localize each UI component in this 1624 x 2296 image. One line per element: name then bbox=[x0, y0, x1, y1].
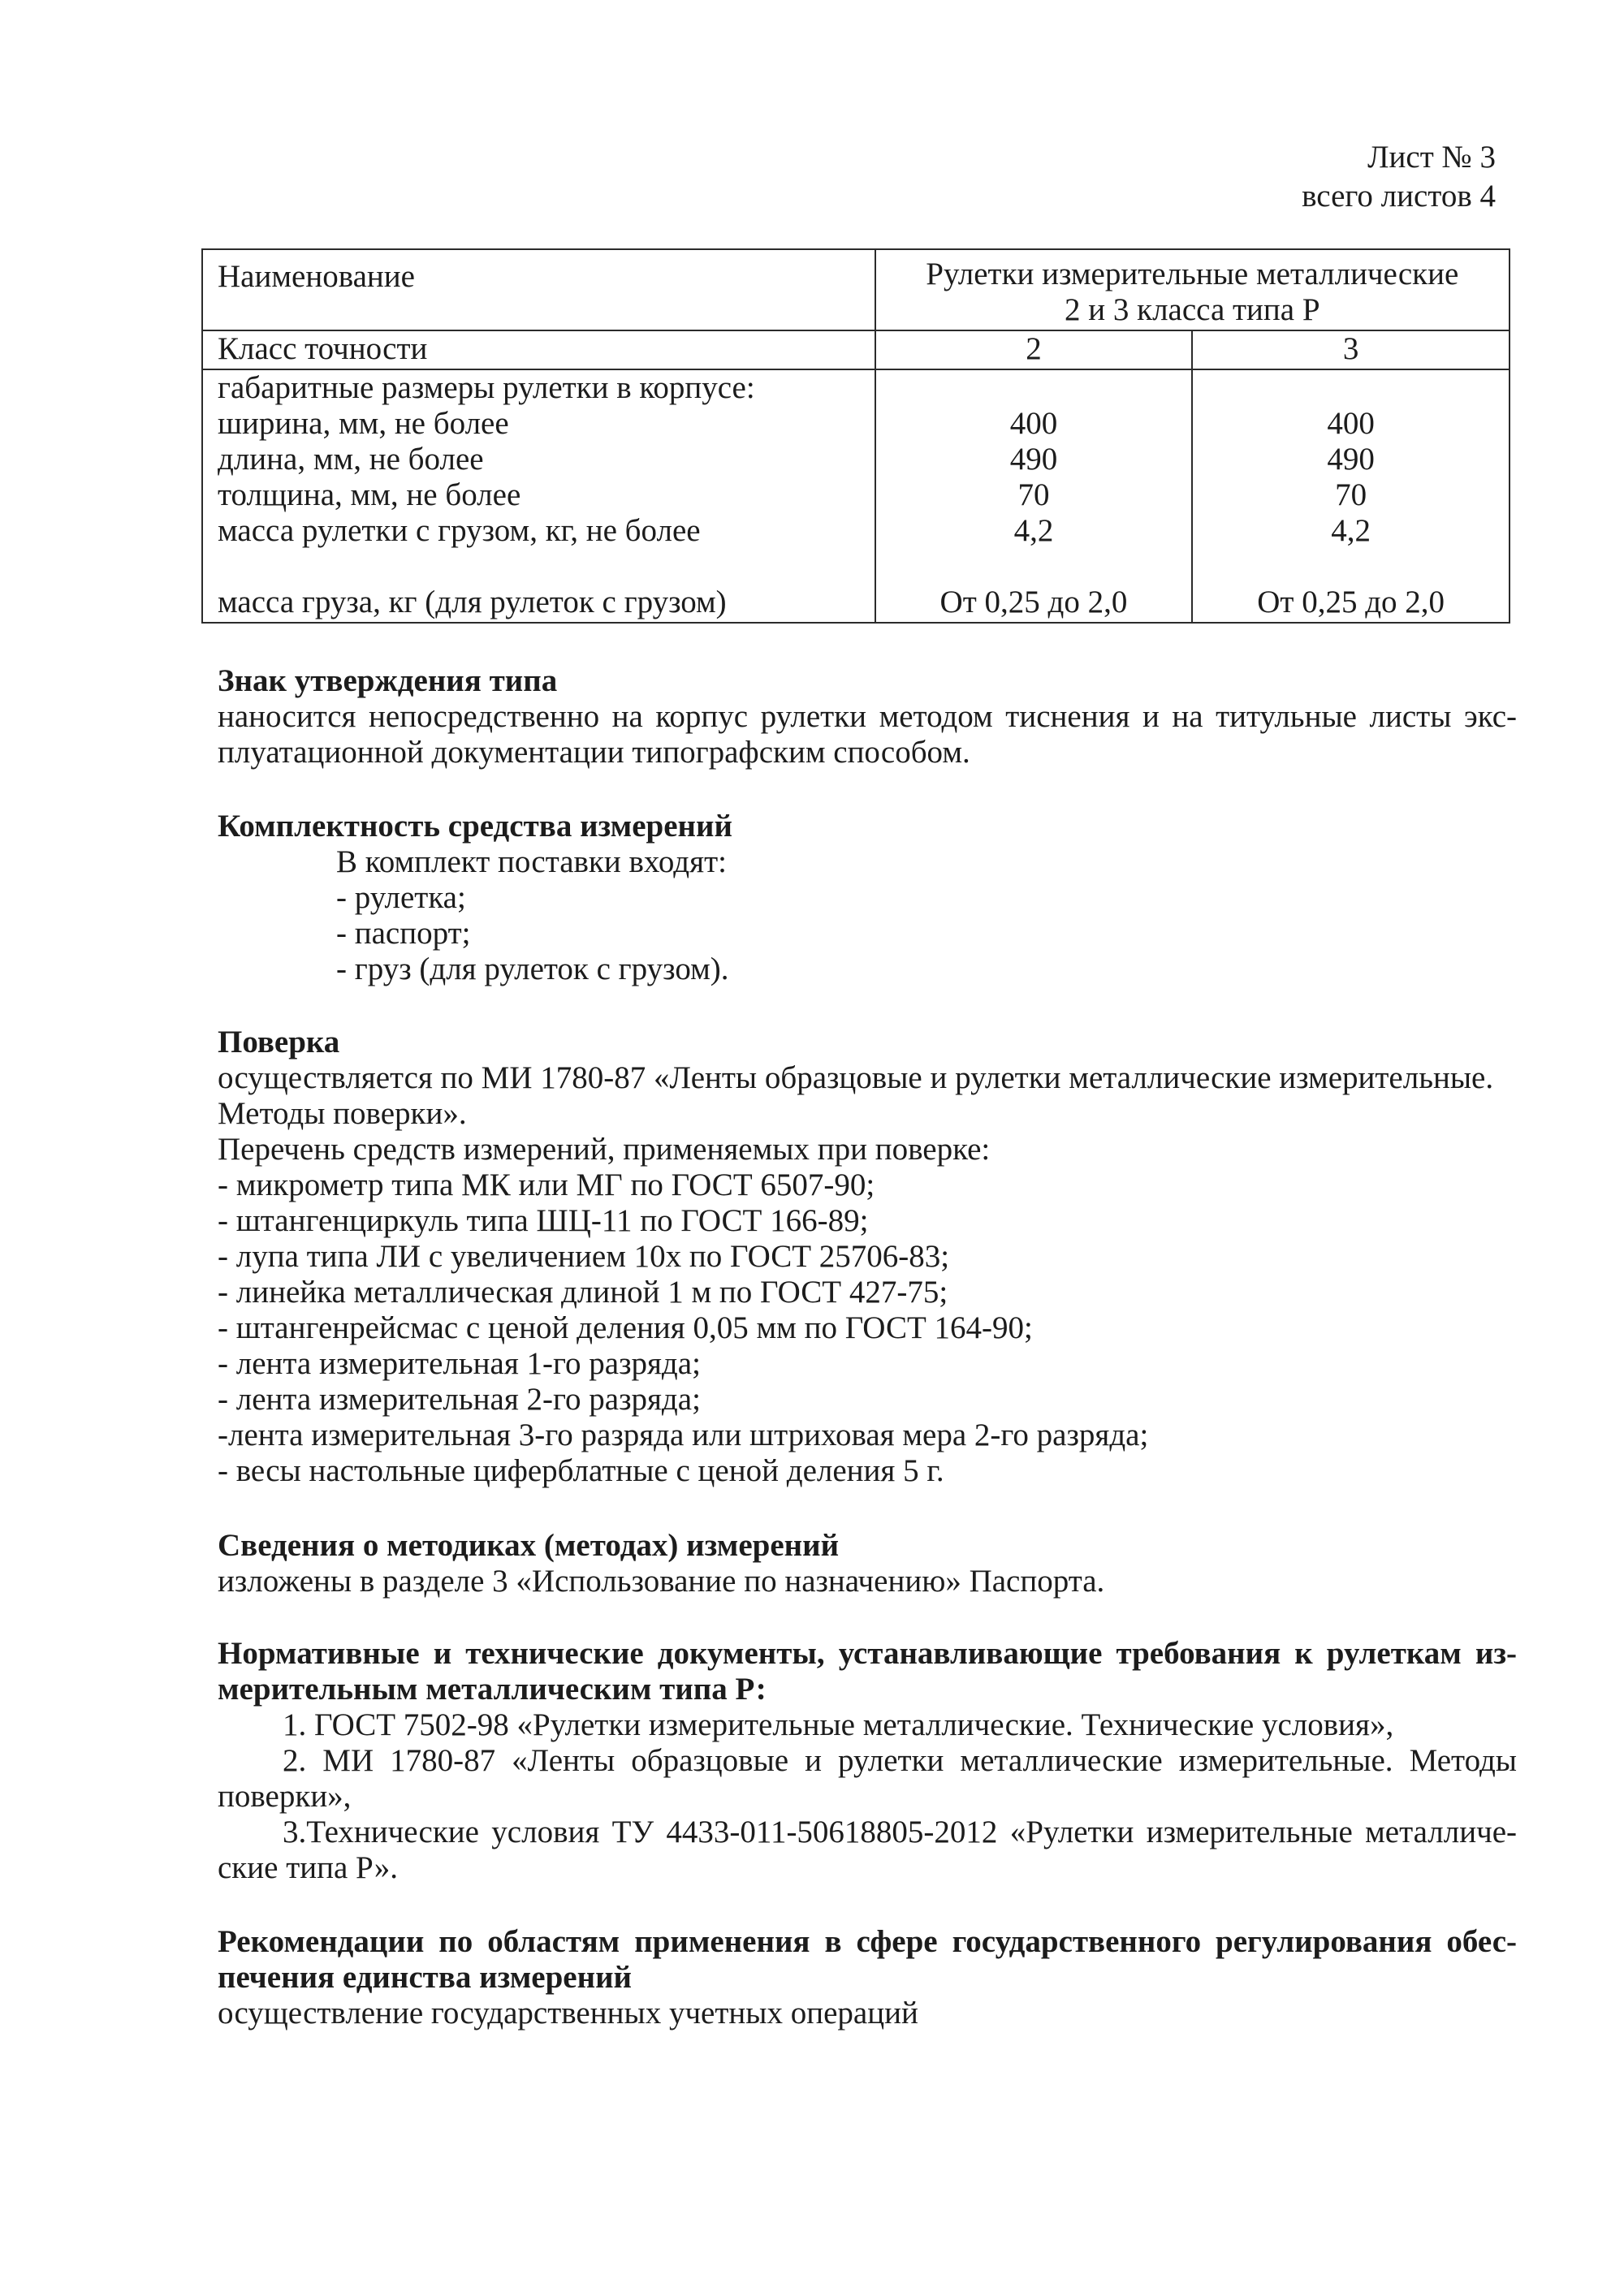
row-label: габаритные размеры рулетки в корпусе: bbox=[218, 370, 755, 405]
row-label: масса рулетки с грузом, кг, не более bbox=[218, 513, 701, 548]
normative-heading: Нормативные и технические документы, устанавливающие требования к рулеткам из-мерительным металлическим типа Р: bbox=[218, 1636, 1517, 1707]
row-value: 400 bbox=[1009, 406, 1058, 441]
class-3-values-cell bbox=[1192, 369, 1510, 623]
verification-text: осуществляется по МИ 1780-87 «Ленты образцовые и рулетки металлические измерительные. Методы поверки». bbox=[218, 1060, 1494, 1131]
class-3-cell: 3 bbox=[1192, 330, 1510, 369]
row-value: 400 bbox=[1327, 406, 1375, 441]
verification-list-intro: Перечень средств измерений, применяемых при поверке: bbox=[218, 1132, 991, 1167]
spacer bbox=[218, 549, 875, 585]
methods-text: изложены в разделе 3 «Использование по назначению» Паспорта. bbox=[218, 1564, 1105, 1599]
header-title-cell bbox=[875, 249, 1510, 330]
list-item: - весы настольные циферблатные с ценой деления 5 г. bbox=[218, 1453, 944, 1488]
class-2-values-cell bbox=[875, 369, 1193, 623]
list-item: -лента измерительная 3-го разряда или штриховая мера 2-го разряда; bbox=[218, 1418, 1149, 1452]
row-label: масса груза, кг (для рулеток с грузом) bbox=[218, 585, 727, 619]
list-item: - груз (для рулеток с грузом). bbox=[336, 952, 729, 986]
sheet-total: всего листов 4 bbox=[1302, 179, 1496, 214]
list-item: - штангенциркуль типа ШЦ-11 по ГОСТ 166-89; bbox=[218, 1203, 869, 1238]
completeness-heading: Комплектность средства измерений bbox=[218, 809, 732, 844]
recommendations-section bbox=[218, 1924, 1517, 2031]
dimensions-labels-cell bbox=[202, 369, 875, 623]
spacer bbox=[1193, 549, 1509, 585]
row-label: ширина, мм, не более bbox=[218, 406, 509, 441]
table-header-row bbox=[202, 249, 1510, 330]
row-value: 490 bbox=[1327, 442, 1375, 477]
row-value: 70 bbox=[1017, 477, 1050, 512]
row-label: длина, мм, не более bbox=[218, 442, 484, 477]
normative-item: 3.Технические условия ТУ 4433-011-50618805-2012 «Рулетки измерительные металличе-ские типа Р». bbox=[218, 1815, 1517, 1885]
row-value: 490 bbox=[1009, 442, 1058, 477]
header-title-line2: 2 и 3 класса типа Р bbox=[1065, 292, 1320, 327]
approval-section bbox=[218, 663, 1517, 770]
class-label-cell: Класс точности bbox=[202, 330, 875, 369]
verification-heading: Поверка bbox=[218, 1025, 340, 1060]
normative-item: 2. МИ 1780-87 «Ленты образцовые и рулетки металлические измерительные. Методы поверки», bbox=[218, 1743, 1517, 1814]
normative-item: 1. ГОСТ 7502-98 «Рулетки измерительные металлические. Технические условия», bbox=[283, 1707, 1394, 1742]
approval-text: наносится непосредственно на корпус рулетки методом тиснения и на титульные листы экс-плуатационной документации типографским способом. bbox=[218, 699, 1517, 770]
methods-section bbox=[218, 1528, 1517, 1599]
header-name-cell: Наименование bbox=[202, 249, 875, 330]
row-value: 70 bbox=[1335, 477, 1367, 512]
normative-section bbox=[218, 1636, 1517, 1886]
specifications-table bbox=[201, 248, 1510, 624]
methods-heading: Сведения о методиках (методах) измерений bbox=[218, 1528, 840, 1563]
spacer bbox=[876, 549, 1192, 585]
list-item: - паспорт; bbox=[336, 916, 471, 951]
row-value: От 0,25 до 2,0 bbox=[1257, 585, 1445, 619]
spacer bbox=[876, 370, 1192, 406]
accuracy-class-row bbox=[202, 330, 1510, 369]
spacer bbox=[1193, 370, 1509, 406]
row-value: 4,2 bbox=[1013, 513, 1054, 548]
row-value: От 0,25 до 2,0 bbox=[939, 585, 1128, 619]
list-item: - рулетка; bbox=[336, 880, 466, 915]
recommendations-heading: Рекомендации по областям применения в сфере государственного регулирования обес-печения единства измерений bbox=[218, 1924, 1517, 1995]
verification-section bbox=[218, 1025, 1517, 1489]
list-item: - лупа типа ЛИ с увеличением 10х по ГОСТ 25706-83; bbox=[218, 1239, 950, 1274]
row-value: 4,2 bbox=[1331, 513, 1371, 548]
list-item: - линейка металлическая длиной 1 м по ГОСТ 427-75; bbox=[218, 1275, 948, 1310]
completeness-section bbox=[218, 809, 1517, 987]
recommendations-text: осуществление государственных учетных операций bbox=[218, 1996, 918, 2031]
list-item: - микрометр типа МК или МГ по ГОСТ 6507-90; bbox=[218, 1167, 875, 1202]
class-2-cell: 2 bbox=[875, 330, 1193, 369]
row-label: толщина, мм, не более bbox=[218, 477, 521, 512]
list-item: - лента измерительная 1-го разряда; bbox=[218, 1346, 701, 1381]
list-item: - штангенрейсмас с ценой деления 0,05 мм по ГОСТ 164-90; bbox=[218, 1310, 1033, 1345]
header-title-line1: Рулетки измерительные металлические bbox=[926, 257, 1459, 291]
list-item: - лента измерительная 2-го разряда; bbox=[218, 1382, 701, 1417]
approval-heading: Знак утверждения типа bbox=[218, 663, 558, 698]
completeness-intro: В комплект поставки входят: bbox=[336, 844, 727, 879]
sheet-number: Лист № 3 bbox=[1367, 140, 1496, 175]
sheet-info bbox=[1302, 138, 1496, 216]
dimensions-row bbox=[202, 369, 1510, 623]
